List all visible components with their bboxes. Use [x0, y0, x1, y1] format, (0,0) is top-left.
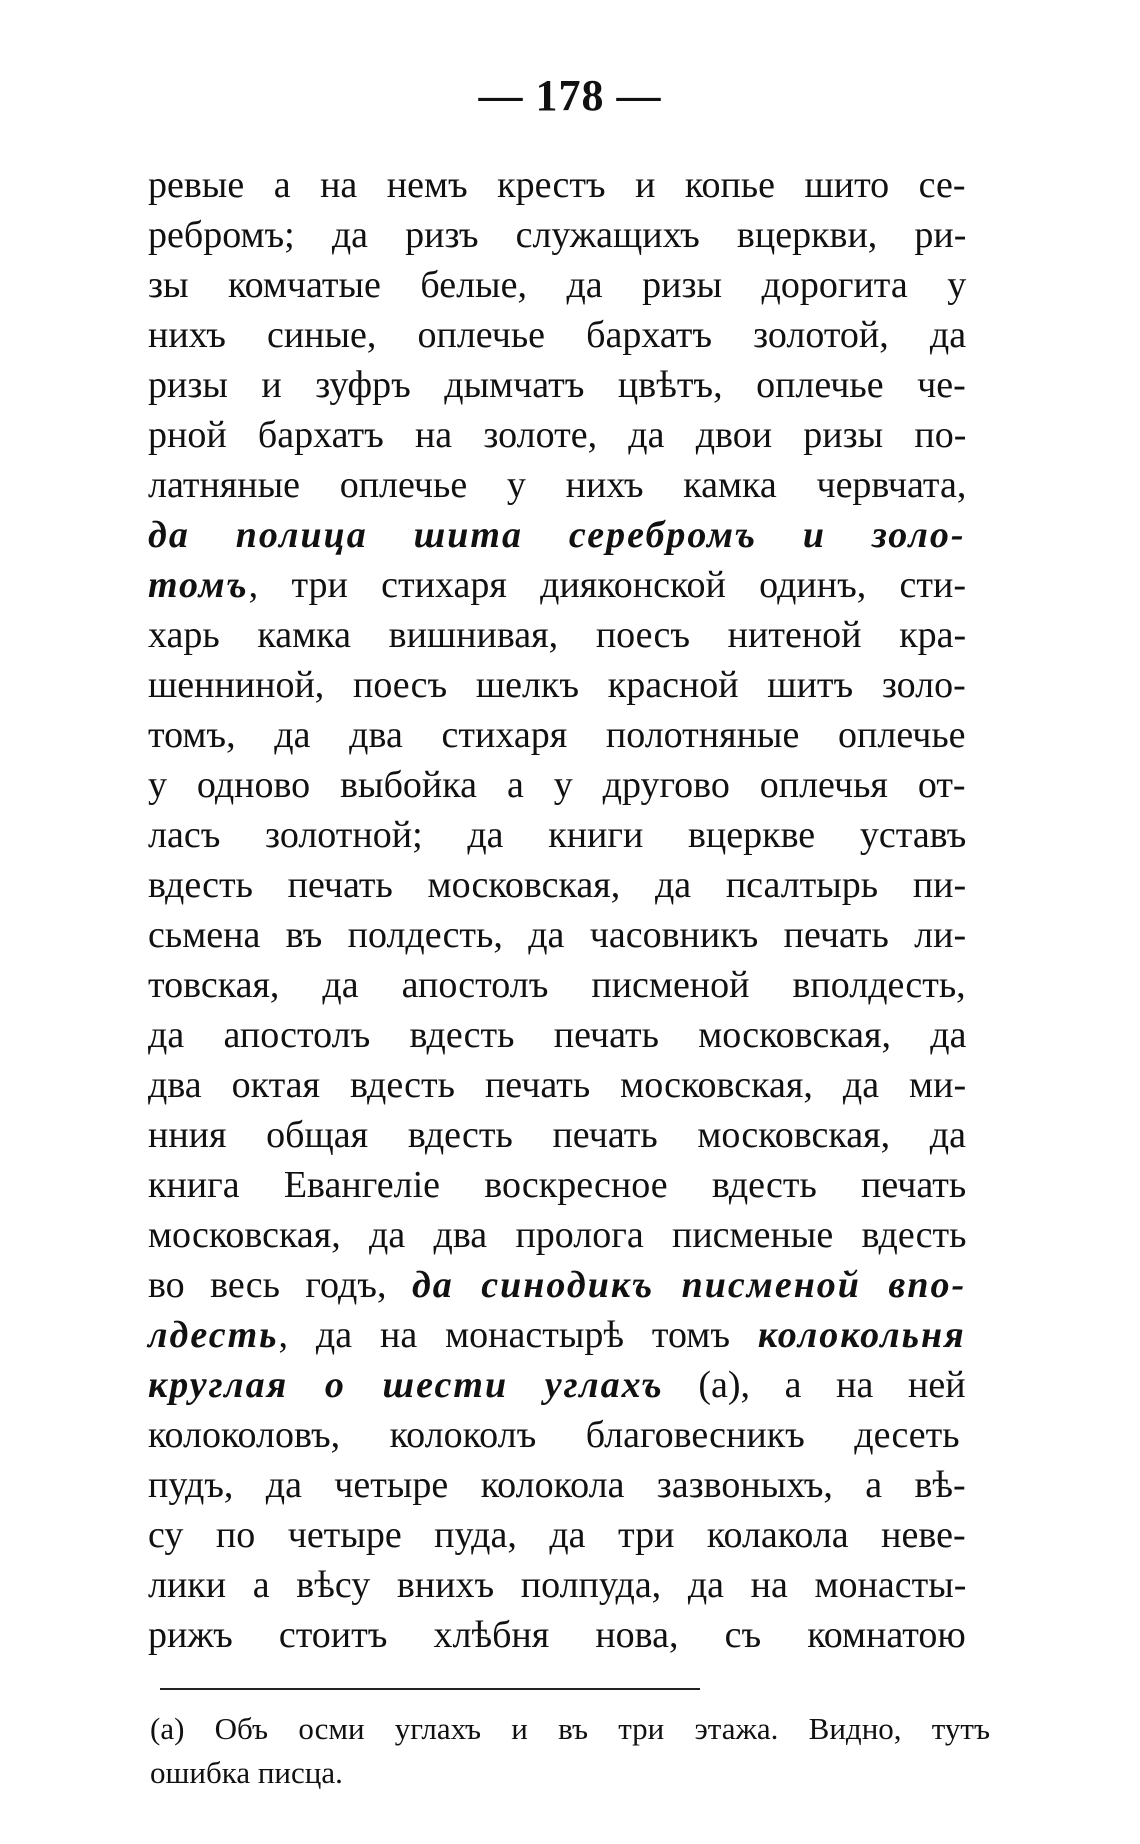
- text-segment: , три стихаря дияконской одинъ, сти-: [248, 564, 967, 606]
- text-line: [148, 860, 966, 910]
- text-segment: (а), а на ней: [663, 1364, 966, 1406]
- page-number: — 178 —: [478, 71, 662, 120]
- footnote-divider: [160, 1688, 700, 1690]
- text-segment: во весь годъ,: [148, 1264, 412, 1306]
- text-segment: два октая вдесть печать московская, да ми-: [148, 1064, 967, 1106]
- text-segment: ревые а на немъ крестъ и копье шито се-: [148, 164, 966, 206]
- text-line: [148, 1360, 966, 1410]
- text-line: [148, 510, 966, 560]
- text-line: [148, 760, 966, 810]
- text-segment: нихъ синые, оплечье бархатъ золотой, да: [148, 314, 967, 356]
- italic-text-segment: да синодикъ писменой впо-: [411, 1264, 967, 1306]
- text-line: [148, 360, 966, 410]
- text-segment: , да на монастырѣ томъ: [278, 1314, 758, 1356]
- text-line: [148, 410, 966, 460]
- text-line: [148, 260, 966, 310]
- footnote: [150, 1707, 990, 1795]
- text-line: [148, 1560, 966, 1610]
- text-segment: да апостолъ вдесть печать московская, да: [148, 1014, 967, 1056]
- text-segment: товская, да апостолъ писменой вполдесть,: [148, 964, 966, 1006]
- text-line: [148, 910, 966, 960]
- text-segment: зы комчатые белые, да ризы дорогита у: [148, 264, 967, 306]
- text-line: [148, 810, 966, 860]
- text-segment: московская, да два пролога писменые вдесть: [148, 1214, 967, 1256]
- text-line: [148, 660, 966, 710]
- text-line: [148, 560, 966, 610]
- text-line: [148, 1410, 966, 1460]
- text-line: [148, 160, 966, 210]
- italic-text-segment: томъ: [148, 564, 249, 606]
- text-line: [148, 1510, 966, 1560]
- text-line: [148, 210, 966, 260]
- text-segment: шенниной, поесъ шелкъ красной шитъ золо-: [148, 664, 966, 706]
- text-line: [148, 1010, 966, 1060]
- text-segment: ребромъ; да ризъ служащихъ вцеркви, ри-: [148, 214, 967, 256]
- text-line: [148, 460, 966, 510]
- text-segment: рижъ стоитъ хлѣбня нова, съ комнатою: [148, 1614, 966, 1656]
- text-line: [148, 960, 966, 1010]
- text-segment: сьмена въ полдесть, да часовникъ печать ли-: [148, 914, 967, 956]
- text-segment: су по четыре пуда, да три колакола неве-: [148, 1514, 966, 1556]
- italic-text-segment: лдесть: [148, 1314, 279, 1356]
- text-line: [148, 610, 966, 660]
- text-line: [148, 710, 966, 760]
- text-segment: ласъ золотной; да книги вцеркве уставъ: [148, 814, 967, 856]
- body-text: [148, 160, 966, 1660]
- text-line: [148, 1210, 966, 1260]
- footnote-line: ошибка писца.: [150, 1755, 343, 1790]
- text-segment: у одново выбойка а у другово оплечья от-: [148, 764, 966, 806]
- text-line: [148, 1110, 966, 1160]
- text-segment: вдесть печать московская, да псалтырь пи-: [148, 864, 967, 906]
- text-line: [148, 1060, 966, 1110]
- footnote-line: (а) Объ осми углахъ и въ три этажа. Видно, тутъ: [150, 1711, 990, 1746]
- text-segment: томъ, да два стихаря полотняные оплечье: [148, 714, 966, 756]
- text-line: [148, 310, 966, 360]
- italic-text-segment: да полица шита серебромъ и золо-: [148, 514, 966, 556]
- text-segment: харь камка вишнивая, поесъ нитеной кра-: [148, 614, 967, 656]
- text-line: [148, 1610, 966, 1660]
- italic-text-segment: колокольня: [757, 1314, 966, 1356]
- text-line: [148, 1160, 966, 1210]
- text-segment: рной бархатъ на золоте, да двои ризы по-: [148, 414, 967, 456]
- italic-text-segment: круглая о шести углахъ: [148, 1364, 664, 1406]
- text-segment: книга Евангеліе воскресное вдесть печать: [148, 1164, 967, 1206]
- text-segment: лики а вѣсу вниxъ полпуда, да на монасты-: [148, 1564, 967, 1606]
- text-segment: колоколовъ, колоколъ благовесникъ десеть: [148, 1414, 960, 1456]
- text-segment: латняные оплечье у нихъ камка червчата,: [148, 464, 967, 506]
- text-segment: пудъ, да четыре колокола зазвоныхъ, а вѣ-: [148, 1464, 966, 1506]
- text-line: [148, 1460, 966, 1510]
- text-line: [148, 1260, 966, 1310]
- text-segment: ризы и зуфръ дымчатъ цвѣтъ, оплечье че-: [148, 364, 966, 406]
- text-segment: нния общая вдесть печать московская, да: [148, 1114, 966, 1156]
- text-line: [148, 1310, 966, 1360]
